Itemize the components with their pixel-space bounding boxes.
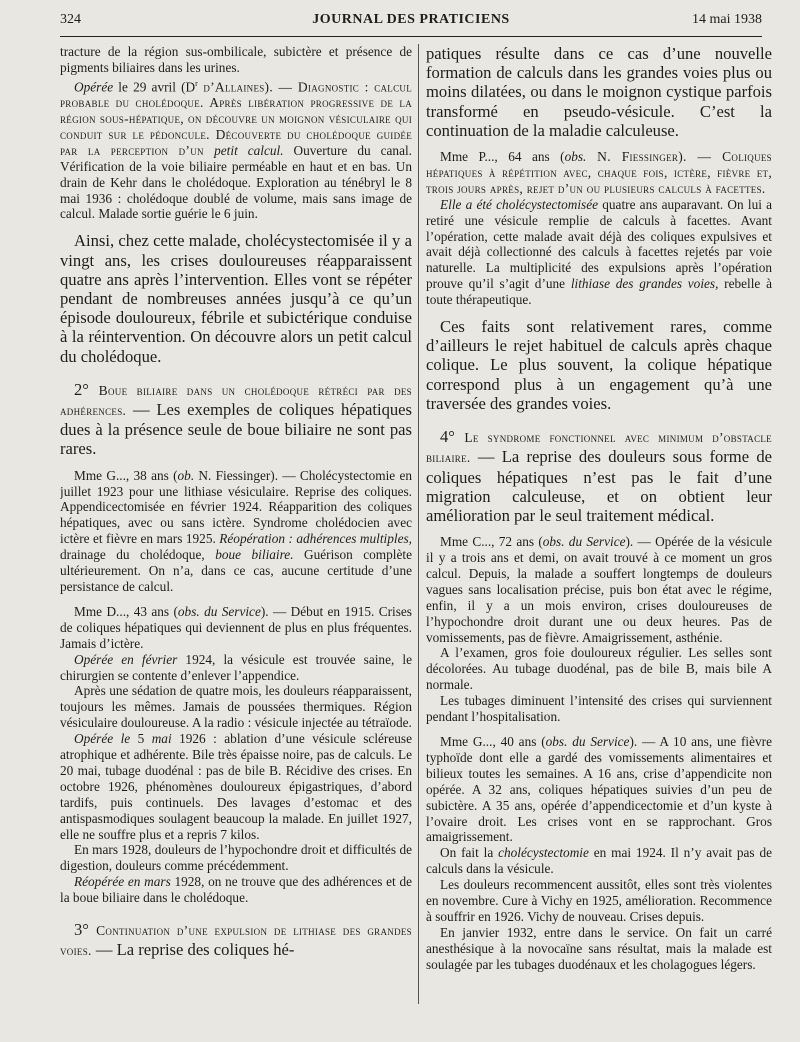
case-paragraph: A l’examen, gros foie douloureux régulier. Les selles sont décolorées. Au tubage duodénal, pas de bile B, mais bile A normale.: [426, 645, 772, 693]
paragraph: patiques résulte dans ce cas d’une nouvelle formation de calculs dans les grandes voies plus ou moins dilatées, ou dans le moignon cystique parfois transformé en pseudo-vésicule. C’est la continuation de la maladie calculeuse.: [426, 44, 772, 140]
left-column: [60, 44, 412, 1034]
case-paragraph: Elle a été cholécystectomisée quatre ans auparavant. On lui a retiré une vésicule remplie de calculs à facettes. Avant l’opération, cette malade avait déjà des coliques expulsives et avait déjà collectionné des calculs à facettes rejetés par voie naturelle. La multiplicité des expulsions après l’opération prouve qu’il s’agit d’une lithiase des grandes voies, rebelle à toute thérapeutique.: [426, 196, 772, 308]
section-heading-4: 4° Le syndrome fonctionnel avec minimum d’obstacle biliaire. — La reprise des douleurs sous forme de coliques hépatiques n’est pas le fait d’une migration calculeuse, et on obtient leur amélioration par le seul traitement médical.: [426, 427, 772, 525]
case-paragraph: Opérée le 5 mai 1926 : ablation d’une vésicule scléreuse atrophique et adhérente. Bile très épaisse noire, pas de calculs. Le 20 mai, tubage duodénal : pas de bile B. Récidive des crises. En octobre 1926, phénomènes douloureux épigastriques, d’abord tardifs, puis continuels. Des lavages d’estomac et des antispasmodiques soulagent beaucoup la malade. En juillet 1927, elle ne souffre plus et a repris 7 kilos.: [60, 731, 412, 842]
case-paragraph: Les tubages diminuent l’intensité des crises qui surviennent pendant l’hospitalisation.: [426, 693, 772, 725]
right-column: [426, 44, 772, 1034]
paragraph: Ces faits sont relativement rares, comme d’ailleurs le rejet habituel de calculs après chaque colique. Le plus souvent, la colique hépatique correspond plus à un engagement qu’à une traversée des grandes voies.: [426, 317, 772, 413]
case-paragraph: Après une sédation de quatre mois, les douleurs réapparaissent, toujours les mêmes. Jamais de poussées thermiques. Région vésiculaire douloureuse. A la radio : vésicule injectée au tétraïode.: [60, 683, 412, 731]
journal-title: JOURNAL DES PRATICIENS: [312, 12, 510, 27]
case-paragraph: En janvier 1932, entre dans le service. On fait un carré anesthésique à la novocaïne sans résultat, mais la malade est soulagée par les tubages duodénaux et les cholagogues légers.: [426, 924, 772, 972]
issue-date: 14 mai 1938: [692, 12, 762, 27]
running-header: [60, 12, 762, 38]
section-heading-3: 3° Continuation d’une expulsion de lithiase des grandes voies. — La reprise des coliques hé-: [60, 920, 412, 960]
case-paragraph: Mme G..., 38 ans (ob. N. Fiessinger). — Cholécystectomie en juillet 1923 pour une lithiase vésiculaire. Reprise des coliques. Appendicectomisée en février 1924. Réapparition des coliques hépatiques, avec ou sans ictère. Syndrome cholédocien avec ictère et fièvre en mars 1925. Réopération : adhérences multiples, drainage du cholédoque, boue biliaire. Guérison complète ultérieurement. On n’a, dans ce cas, aucune certitude d’une persistance de calcul.: [60, 467, 412, 594]
case-paragraph: Les douleurs recommencent aussitôt, elles sont très violentes en novembre. Cure à Vichy en 1925, amélioration. Recommence à souffrir en 1926. Vichy de nouveau. Crises depuis.: [426, 877, 772, 924]
section-heading-2: 2° Boue biliaire dans un cholédoque rétréci par des adhérences. — Les exemples de coliques hépatiques dues à la présence seule de boue biliaire ne sont pas rares.: [60, 379, 412, 459]
case-paragraph: Réopérée en mars 1928, on ne trouve que des adhérences et de la boue biliaire dans le cholédoque.: [60, 874, 412, 906]
case-paragraph: Mme D..., 43 ans (obs. du Service). — Début en 1915. Crises de coliques hépatiques qui deviennent de plus en plus fréquentes. Jamais d’ictère.: [60, 603, 412, 651]
case-paragraph: Mme C..., 72 ans (obs. du Service). — Opérée de la vésicule il y a trois ans et demi, on avait trouvé à ce moment un gros calcul. Depuis, la malade a souffert longtemps de douleurs vagues sans localisation précise, puis bon état avec le régime, enfin, il y a un mois environ, crises douloureuses de l’hypochondre droit durant une ou deux heures. Pas de vomissements, pas de fièvre. Amaigrissement, asthénie.: [426, 534, 772, 645]
page-number: 324: [60, 12, 81, 27]
header-rule: [60, 36, 762, 37]
paragraph: tracture de la région sus-ombilicale, subictère et présence de pigments biliaires dans les urines.: [60, 44, 412, 75]
paragraph: Ainsi, chez cette malade, cholécystectomisée il y a vingt ans, les crises douloureuses réapparaissent quatre ans après l’intervention. Elles vont se répéter pendant de nombreuses années jusqu’à ce qu’un épisode douloureux, fébrile et subictérique conduise à la réintervention. On découvre alors un petit calcul du cholédoque.: [60, 231, 412, 366]
case-paragraph: Opérée le 29 avril ($D^r$ d’Allaines). — Diagnostic : calcul probable du cholédoque. Après libération progressive de la région sous-hépatique, on découvre un moignon vésiculaire qui conduit sur le pédoncule. Découverte du cholédoque guidée par la perception d’un petit calcul. Ouverture du canal. Vérification de la voie biliaire perméable en haut et en bas. Un drain de Kehr dans le cholédoque. Exploration au ténébryl le 8 mai 1936 : cholédoque doublé de volume, mais sans image de calcul. Malade sortie guérie le 6 juin.: [60, 78, 412, 222]
case-paragraph: Mme G..., 40 ans (obs. du Service). — A 10 ans, une fièvre typhoïde dont elle a gardé des vomissements alimentaires et bilieux toutes les semaines. A 16 ans, crise d’appendicite non opérée. A 32 ans, coliques hépatiques suivies d’un peu de subictère. A 35 ans, opérée d’appendicectomie et d’un kyste à l’ovaire droit. Les crises vont en se rapprochant. Gros amaigrissement.: [426, 733, 772, 845]
case-paragraph: Opérée en février 1924, la vésicule est trouvée saine, le chirurgien se contente d’enlever l’appendice.: [60, 651, 412, 683]
column-divider: [418, 44, 419, 1004]
case-paragraph: Mme P..., 64 ans (obs. N. Fiessinger). — Coliques hépatiques à répétition avec, chaque fois, ictère, fièvre et, trois jours après, rejet d’un ou plusieurs calculs à facettes.: [426, 149, 772, 196]
case-paragraph: On fait la cholécystectomie en mai 1924. Il n’y avait pas de calculs dans la vésicule.: [426, 845, 772, 877]
case-paragraph: En mars 1928, douleurs de l’hypochondre droit et difficultés de digestion, douleurs comme précédemment.: [60, 842, 412, 874]
